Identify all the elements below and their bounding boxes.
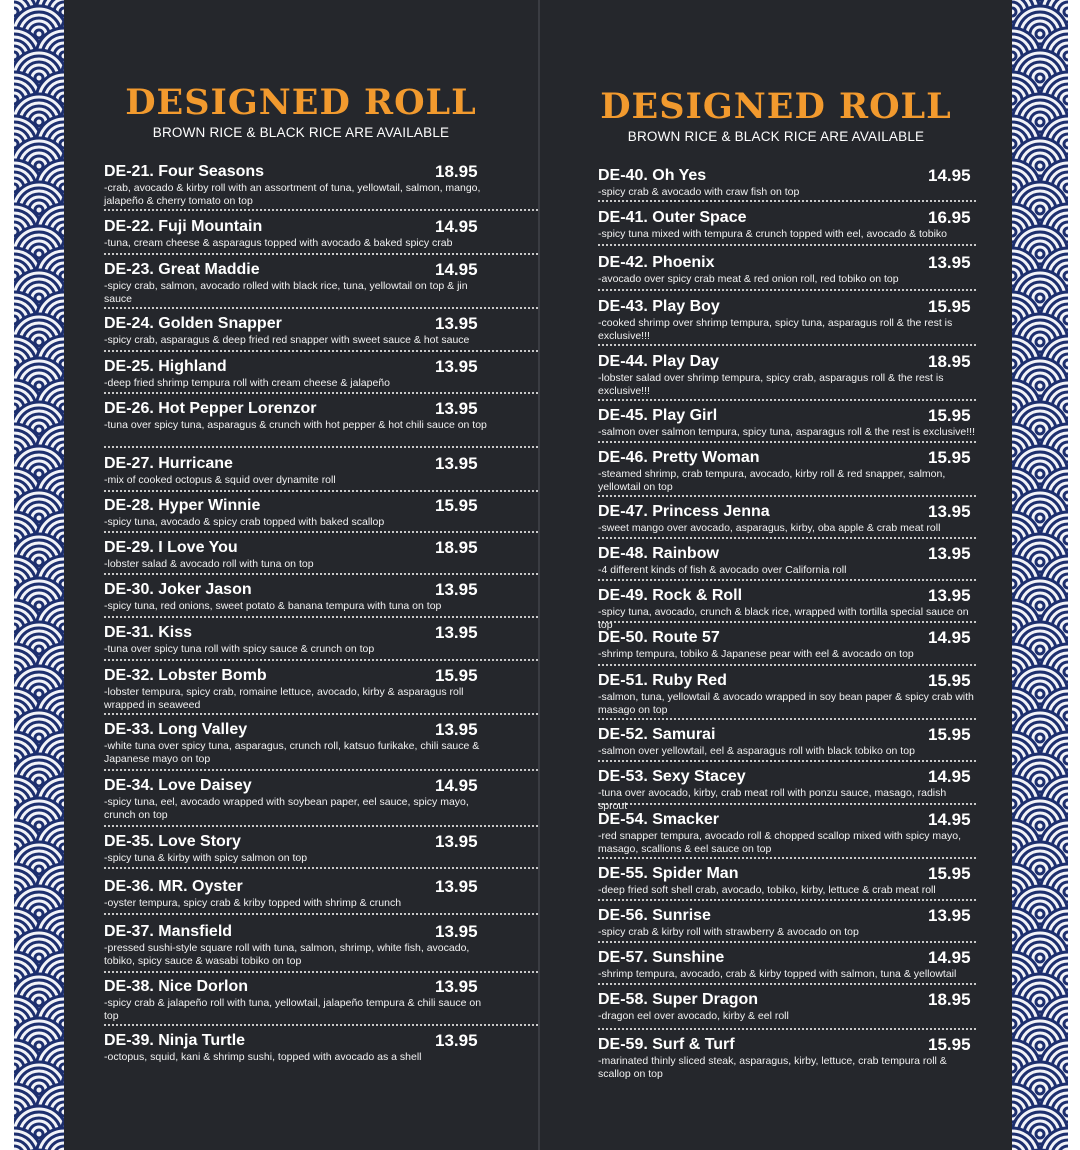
item-description: -4 different kinds of fish & avocado over California roll xyxy=(598,564,847,576)
item-description: -spicy tuna & kirby with spicy salmon on top xyxy=(104,852,308,864)
item-name: DE-27. Hurricane xyxy=(104,455,233,472)
item-price: 14.95 xyxy=(928,767,971,786)
menu-item xyxy=(598,991,976,1030)
item-description: -shrimp tempura, avocado, crab & kirby topped with salmon, tuna & yellowtail xyxy=(598,968,957,980)
menu-item xyxy=(104,497,546,533)
item-description: -spicy tuna, avocado, crunch & black rice, wrapped with tortilla special sauce on top xyxy=(598,606,969,631)
item-name: DE-22. Fuji Mountain xyxy=(104,218,263,235)
item-description: -cooked shrimp over shrimp tempura, spicy tuna, asparagus roll & the rest is exclusive!!! xyxy=(598,317,953,342)
item-description: -crab, avocado & kirby roll with an assortment of tuna, yellowtail, salmon, mango, jalapeño & cherry tomato on top xyxy=(104,182,481,207)
wave-pattern-right xyxy=(1012,0,1068,1150)
wave-pattern-graphic xyxy=(14,0,64,1150)
menu-item xyxy=(104,1032,546,1072)
item-description: -spicy tuna mixed with tempura & crunch topped with eel, avocado & tobiko xyxy=(598,228,948,240)
item-description: -octopus, squid, kani & shrimp sushi, topped with avocado as a shell xyxy=(104,1051,422,1063)
item-price: 13.95 xyxy=(435,832,478,851)
menu-panel-left xyxy=(64,0,538,1150)
item-name: DE-31. Kiss xyxy=(104,624,193,641)
menu-subtitle: BROWN RICE & BLACK RICE ARE AVAILABLE xyxy=(152,125,450,140)
item-description: -salmon, tuna, yellowtail & avocado wrapped in soy bean paper & spicy crab with masago on top xyxy=(598,691,974,716)
menu-item xyxy=(598,1036,976,1086)
item-description: -spicy crab, salmon, avocado rolled with black rice, tuna, yellowtail on top & jin sauce xyxy=(104,280,468,305)
menu-item xyxy=(104,539,546,575)
item-description: -deep fried shrimp tempura roll with cream cheese & jalapeño xyxy=(104,377,390,389)
item-price: 18.95 xyxy=(435,162,478,181)
item-name: DE-59. Surf & Turf xyxy=(598,1036,735,1053)
item-price: 14.95 xyxy=(928,166,971,185)
item-name: DE-45. Play Girl xyxy=(598,407,718,424)
menu-item xyxy=(598,726,976,762)
item-price: 13.95 xyxy=(928,586,971,605)
menu-panel-right xyxy=(540,0,1012,1150)
item-price: 13.95 xyxy=(928,544,971,563)
menu-item xyxy=(598,672,976,720)
menu-item xyxy=(598,407,976,443)
item-price: 13.95 xyxy=(435,1031,478,1050)
item-name: DE-44. Play Day xyxy=(598,353,719,370)
item-price: 18.95 xyxy=(435,538,478,557)
item-price: 13.95 xyxy=(435,580,478,599)
menu-item xyxy=(104,833,546,869)
item-description: -tuna over avocado, kirby, crab meat roll with ponzu sauce, masago, radish sprout xyxy=(598,787,947,812)
menu-item xyxy=(598,353,976,401)
item-name: DE-39. Ninja Turtle xyxy=(104,1032,246,1049)
item-price: 15.95 xyxy=(435,496,478,515)
item-name: DE-46. Pretty Woman xyxy=(598,449,760,466)
item-price: 15.95 xyxy=(928,671,971,690)
menu-item xyxy=(598,586,976,631)
item-price: 13.95 xyxy=(435,454,478,473)
item-name: DE-52. Samurai xyxy=(598,726,716,743)
item-description: -spicy tuna, eel, avocado wrapped with soybean paper, eel sauce, spicy mayo, crunch on top xyxy=(104,796,469,821)
item-name: DE-34. Love Daisey xyxy=(104,777,252,794)
item-price: 13.95 xyxy=(435,877,478,896)
menu-item xyxy=(104,923,546,973)
menu-item xyxy=(104,721,546,771)
menu-item xyxy=(598,907,976,943)
item-name: DE-26. Hot Pepper Lorenzor xyxy=(104,400,317,417)
item-price: 14.95 xyxy=(435,217,478,236)
item-description: -lobster salad over shrimp tempura, spicy crab, asparagus roll & the rest is exclusive!!! xyxy=(598,372,944,397)
item-price: 13.95 xyxy=(435,357,478,376)
item-price: 14.95 xyxy=(435,260,478,279)
item-name: DE-51. Ruby Red xyxy=(598,672,727,689)
item-description: -shrimp tempura, tobiko & Japanese pear with eel & avocado on top xyxy=(598,648,914,660)
item-price: 15.95 xyxy=(928,297,971,316)
menu-item xyxy=(104,358,546,394)
menu-item xyxy=(598,209,976,246)
menu-item xyxy=(104,163,546,211)
item-price: 13.95 xyxy=(435,314,478,333)
item-name: DE-41. Outer Space xyxy=(598,209,747,226)
item-name: DE-29. I Love You xyxy=(104,539,238,556)
item-name: DE-37. Mansfield xyxy=(104,923,233,940)
item-description: -sweet mango over avocado, asparagus, kirby, oba apple & crab meat roll xyxy=(598,522,941,534)
item-description: -spicy tuna, avocado & spicy crab topped with baked scallop xyxy=(104,516,385,528)
item-description: -lobster salad & avocado roll with tuna on top xyxy=(104,558,314,570)
wave-pattern-graphic xyxy=(1012,0,1068,1150)
menu-title: DESIGNED ROLL xyxy=(600,86,952,127)
item-name: DE-57. Sunshine xyxy=(598,949,725,966)
item-name: DE-50. Route 57 xyxy=(598,629,720,646)
item-price: 13.95 xyxy=(928,502,971,521)
item-description: -spicy crab & jalapeño roll with tuna, yellowtail, jalapeño tempura & chili sauce on top xyxy=(104,997,482,1022)
menu-item xyxy=(104,581,546,618)
item-price: 18.95 xyxy=(928,990,971,1009)
item-description: -spicy tuna, red onions, sweet potato & banana tempura with tuna on top xyxy=(104,600,442,612)
item-description: -deep fried soft shell crab, avocado, tobiko, kirby, lettuce & crab meat roll xyxy=(598,884,936,896)
menu-item xyxy=(598,865,976,901)
item-description: -lobster tempura, spicy crab, romaine lettuce, avocado, kirby & asparagus roll wrapped in seaweed xyxy=(104,686,464,711)
menu-item xyxy=(104,878,546,915)
item-name: DE-21. Four Seasons xyxy=(104,163,265,180)
item-description: -salmon over yellowtail, eel & asparagus roll with black tobiko on top xyxy=(598,745,915,757)
item-price: 13.95 xyxy=(435,399,478,418)
item-price: 13.95 xyxy=(435,977,478,996)
item-name: DE-23. Great Maddie xyxy=(104,261,260,278)
menu-item xyxy=(104,218,546,255)
item-name: DE-32. Lobster Bomb xyxy=(104,667,267,684)
item-description: -mix of cooked octopus & squid over dynamite roll xyxy=(104,474,336,486)
item-name: DE-42. Phoenix xyxy=(598,254,715,271)
item-name: DE-38. Nice Dorlon xyxy=(104,978,249,995)
menu-title: DESIGNED ROLL xyxy=(125,82,477,123)
item-price: 14.95 xyxy=(928,628,971,647)
item-name: DE-24. Golden Snapper xyxy=(104,315,282,332)
menu-item xyxy=(104,667,546,715)
item-description: -dragon eel over avocado, kirby & eel roll xyxy=(598,1010,789,1022)
item-description: -avocado over spicy crab meat & red onion roll, red tobiko on top xyxy=(598,273,899,285)
item-price: 14.95 xyxy=(928,948,971,967)
item-price: 13.95 xyxy=(435,922,478,941)
item-name: DE-48. Rainbow xyxy=(598,545,719,562)
item-description: -tuna over spicy tuna roll with spicy sauce & crunch on top xyxy=(104,643,375,655)
item-name: DE-49. Rock & Roll xyxy=(598,587,743,604)
menu-item xyxy=(104,777,546,827)
menu-subtitle: BROWN RICE & BLACK RICE ARE AVAILABLE xyxy=(627,129,925,144)
item-name: DE-43. Play Boy xyxy=(598,298,720,315)
menu-item xyxy=(598,629,976,666)
item-name: DE-55. Spider Man xyxy=(598,865,739,882)
item-name: DE-40. Oh Yes xyxy=(598,167,707,184)
item-price: 15.95 xyxy=(928,448,971,467)
item-price: 18.95 xyxy=(928,352,971,371)
item-name: DE-36. MR. Oyster xyxy=(104,878,243,895)
item-name: DE-54. Smacker xyxy=(598,811,719,828)
item-description: -pressed sushi-style square roll with tuna, salmon, shrimp, white fish, avocado, tobiko, spicy sauce & wasabi tobiko on top xyxy=(104,942,470,967)
menu-item xyxy=(598,503,976,539)
item-name: DE-47. Princess Jenna xyxy=(598,503,770,520)
item-price: 14.95 xyxy=(435,776,478,795)
item-description: -salmon over salmon tempura, spicy tuna, asparagus roll & the rest is exclusive!!! xyxy=(598,426,975,438)
menu-item xyxy=(104,624,546,661)
item-description: -marinated thinly sliced steak, asparagus, kirby, lettuce, crab tempura roll & scallop on top xyxy=(598,1055,947,1080)
item-price: 13.95 xyxy=(435,623,478,642)
item-description: -steamed shrimp, crab tempura, avocado, kirby roll & red snapper, salmon, yellowtail on top xyxy=(598,468,946,493)
item-price: 15.95 xyxy=(435,666,478,685)
item-price: 15.95 xyxy=(928,406,971,425)
item-name: DE-28. Hyper Winnie xyxy=(104,497,261,514)
menu-item xyxy=(598,545,976,581)
menu-item xyxy=(598,811,976,859)
menu-item xyxy=(598,949,976,985)
item-description: -oyster tempura, spicy crab & kriby topped with shrimp & crunch xyxy=(104,897,402,909)
item-price: 15.95 xyxy=(928,1035,971,1054)
menu-item xyxy=(104,455,546,492)
item-price: 16.95 xyxy=(928,208,971,227)
menu-item xyxy=(598,767,976,812)
item-description: -tuna over spicy tuna, asparagus & crunch with hot pepper & hot chili sauce on top xyxy=(104,419,487,431)
item-name: DE-25. Highland xyxy=(104,358,227,375)
menu-item xyxy=(104,315,546,352)
item-price: 15.95 xyxy=(928,864,971,883)
item-price: 15.95 xyxy=(928,725,971,744)
item-description: -spicy crab & kirby roll with strawberry & avocado on top xyxy=(598,926,859,938)
item-description: -tuna, cream cheese & asparagus topped with avocado & baked spicy crab xyxy=(104,237,453,249)
item-price: 13.95 xyxy=(435,720,478,739)
item-name: DE-56. Sunrise xyxy=(598,907,711,924)
item-name: DE-30. Joker Jason xyxy=(104,581,252,598)
menu-item xyxy=(598,167,976,202)
menu-item xyxy=(104,978,546,1026)
item-name: DE-58. Super Dragon xyxy=(598,991,759,1008)
item-price: 14.95 xyxy=(928,810,971,829)
item-name: DE-35. Love Story xyxy=(104,833,241,850)
menu-item xyxy=(598,254,976,291)
item-description: -white tuna over spicy tuna, asparagus, crunch roll, katsuo furikake, chili sauce & Japanese mayo on top xyxy=(104,740,480,765)
item-description: -spicy crab, asparagus & deep fried red snapper with sweet sauce & hot sauce xyxy=(104,334,470,346)
item-name: DE-53. Sexy Stacey xyxy=(598,768,746,785)
menu-item xyxy=(104,261,546,309)
menu-item xyxy=(598,449,976,497)
item-name: DE-33. Long Valley xyxy=(104,721,248,738)
menu-item xyxy=(104,400,546,448)
item-price: 13.95 xyxy=(928,253,971,272)
wave-pattern-left xyxy=(14,0,64,1150)
menu-item xyxy=(598,298,976,346)
item-description: -red snapper tempura, avocado roll & chopped scallop mixed with spicy mayo, masago, scallions & eel sauce on top xyxy=(598,830,962,855)
item-description: -spicy crab & avocado with craw fish on top xyxy=(598,186,800,198)
item-price: 13.95 xyxy=(928,906,971,925)
